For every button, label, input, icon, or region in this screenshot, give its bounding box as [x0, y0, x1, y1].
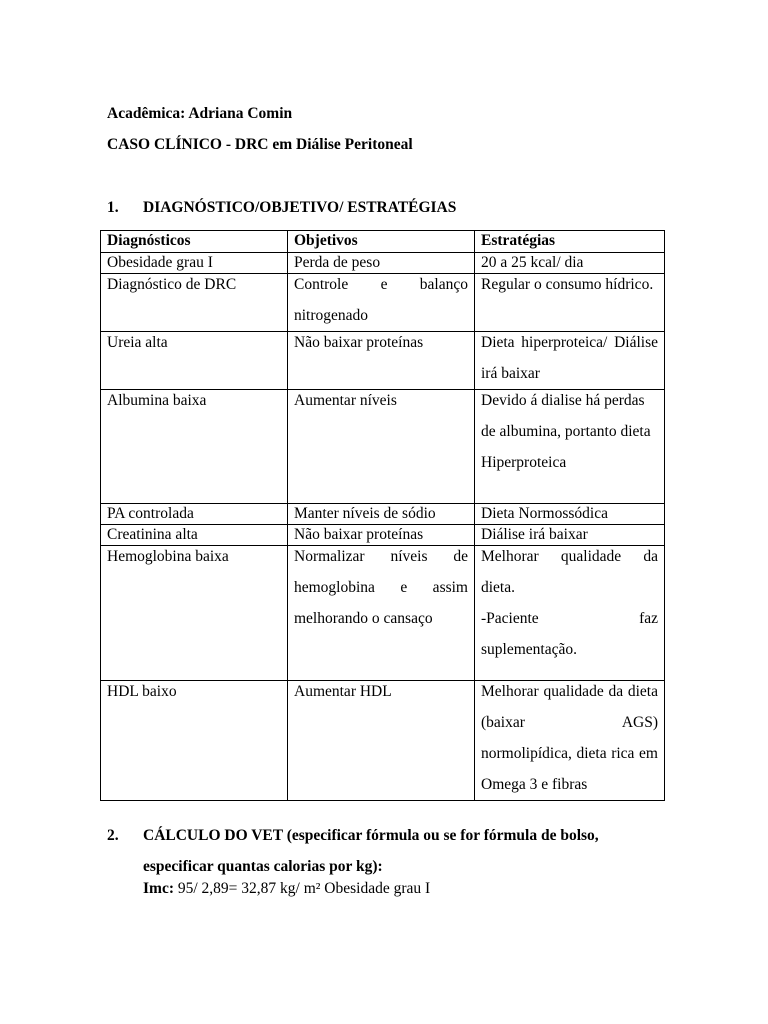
cell-text: HDL baixo: [107, 683, 177, 700]
cell-text: Melhorar qualidade da dieta (baixar AGS) normolipídica, dieta rica em Omega 3 e fibras: [481, 683, 658, 793]
cell-text: Diagnóstico de DRC: [107, 276, 237, 293]
cell-estrategia: Dieta Normossódica: [475, 504, 665, 525]
case-title: CASO CLÍNICO - DRC em Diálise Peritoneal: [107, 136, 413, 153]
cell-text: Regular o consumo hídrico.: [481, 276, 654, 293]
cell-estrategia: [475, 681, 665, 801]
cell-objetivo: [288, 546, 475, 681]
cell-objetivo: Não baixar proteínas: [288, 525, 475, 546]
header-objetivos: Objetivos: [288, 231, 475, 253]
cell-objetivo: Manter níveis de sódio: [288, 504, 475, 525]
cell-text: Ureia alta: [107, 334, 168, 351]
cell-diagnostico: PA controlada: [101, 504, 288, 525]
section-2-number: 2.: [107, 827, 119, 844]
imc-label: Imc:: [143, 880, 174, 897]
cell-objetivo: [288, 332, 475, 390]
table-row: [101, 681, 665, 801]
cell-diagnostico: [101, 681, 288, 801]
cell-text: Dieta hiperproteica/ Diálise irá baixar: [481, 334, 658, 382]
cell-text: [481, 541, 658, 665]
cell-diagnostico: Creatinina alta: [101, 525, 288, 546]
cell-estrategia: [475, 332, 665, 390]
table-row: [101, 390, 665, 504]
diagnosis-table: [100, 230, 665, 801]
cell-estrategia: [475, 390, 665, 504]
cell-paragraph: -Paciente faz suplementação.: [481, 610, 658, 658]
cell-estrategia: 20 a 25 kcal/ dia: [475, 253, 665, 274]
imc-value: 95/ 2,89= 32,87 kg/ m² Obesidade grau I: [174, 880, 431, 897]
cell-objetivo: [288, 390, 475, 504]
cell-objetivo: Perda de peso: [288, 253, 475, 274]
section-1-number: 1.: [107, 199, 119, 216]
cell-diagnostico: [101, 390, 288, 504]
section-2-title: CÁLCULO DO VET (especificar fórmula ou se for fórmula de bolso, especificar quantas calorias por kg):: [143, 827, 599, 875]
cell-text: Não baixar proteínas: [294, 334, 424, 351]
cell-text: Hemoglobina baixa: [107, 548, 229, 565]
cell-estrategia: Diálise irá baixar: [475, 525, 665, 546]
cell-text: Aumentar níveis: [294, 392, 397, 409]
header-diagnosticos: Diagnósticos: [101, 231, 288, 253]
cell-diagnostico: [101, 332, 288, 390]
cell-text: Normalizar níveis de hemoglobina e assim melhorando o cansaço: [294, 548, 468, 627]
cell-text: Devido á dialise há perdas de albumina, portanto dieta Hiperproteica: [481, 392, 651, 471]
section-1-heading: [107, 199, 456, 217]
cell-diagnostico: [101, 274, 288, 332]
cell-text: Albumina baixa: [107, 392, 207, 409]
section-1-title: DIAGNÓSTICO/OBJETIVO/ ESTRATÉGIAS: [143, 199, 457, 216]
imc-line: [143, 880, 430, 898]
cell-diagnostico: [101, 546, 288, 681]
cell-text: Aumentar HDL: [294, 683, 392, 700]
cell-objetivo: [288, 274, 475, 332]
cell-paragraph: Melhorar qualidade da dieta.: [481, 548, 658, 596]
table-row: [101, 332, 665, 390]
cell-objetivo: [288, 681, 475, 801]
table-row: [101, 274, 665, 332]
cell-estrategia: [475, 274, 665, 332]
section-2-heading: [107, 820, 667, 882]
table-row: [101, 546, 665, 681]
cell-text: Controle e balanço nitrogenado: [294, 276, 468, 324]
student-name: Acadêmica: Adriana Comin: [107, 105, 293, 122]
table-header-row: [101, 231, 665, 253]
cell-diagnostico: Obesidade grau I: [101, 253, 288, 274]
table-row: [101, 504, 665, 525]
cell-estrategia: [475, 546, 665, 681]
header-estrategias: Estratégias: [475, 231, 665, 253]
